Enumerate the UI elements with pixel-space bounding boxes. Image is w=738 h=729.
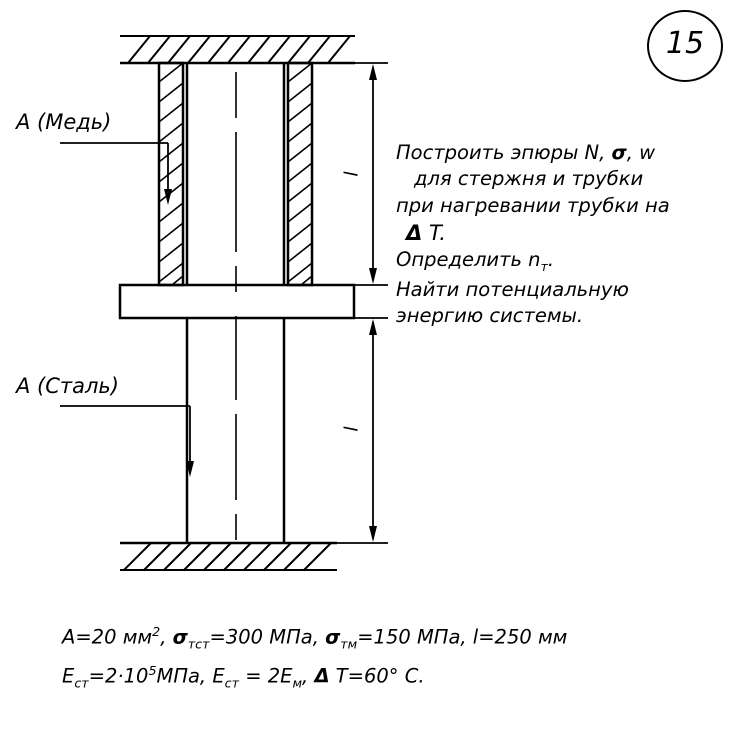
tube-wall-right-hatching [288,63,312,285]
task-line-5-sub: т [540,259,548,275]
given-sigma1-sub: тст [187,636,210,652]
leader-line-steel [60,406,194,477]
given-e2-sub2: м [292,675,303,691]
task-line-1-pre: Построить эпюры N, [396,141,612,164]
problem-number-badge [647,10,723,82]
given-data-block [62,625,567,703]
given-e2-tail: , [302,664,315,688]
given-area-tail: , [160,625,173,649]
middle-flange-plate [120,285,354,318]
task-line-1 [396,142,670,164]
label-area-copper: A (Медь) [16,110,112,134]
task-line-2: для стержня и трубки [414,167,644,191]
given-e1-sub: ст [74,675,89,691]
given-area-sup: 2 [152,624,161,639]
given-line-1 [62,625,567,652]
bottom-support-hatching [120,543,337,570]
given-sigma1-val: =300 МПа, [209,625,326,649]
task-line-5-post: . [547,248,555,272]
label-area-steel: A (Сталь) [16,374,119,398]
sigma-symbol: σ [611,141,627,164]
task-line-1-post: , w [626,141,656,164]
given-line-2 [62,664,567,691]
task-line-7: энергию системы. [396,304,584,328]
given-e2-sub: ст [224,675,240,691]
delta-symbol: Δ [406,221,423,246]
delta-symbol-temp: Δ [314,664,330,688]
given-length: l=250 мм [472,625,568,649]
task-line-6: Найти потенциальную [396,277,629,301]
task-text-block [396,142,670,332]
task-line-3: при нагревании трубки на [396,193,670,217]
given-sigma2-sub: тм [340,636,358,652]
given-delta-val: T=60° C. [329,664,425,688]
given-e1-val-pre: =2·10 [88,664,149,688]
task-line-5 [396,249,670,274]
task-line-5-pre: Определить n [396,248,541,272]
given-e2-sym: E [212,664,225,688]
problem-number: 15 [665,26,705,61]
leader-line-copper [60,143,172,205]
tube-wall-left-hatching [159,63,183,285]
given-sigma2-val: =150 МПа, [357,625,473,649]
top-support-hatching [120,36,355,63]
given-e1-sup: 5 [148,662,157,678]
given-area-label: A=20 мм [62,625,153,649]
task-line-4-rest: T. [422,221,446,246]
sigma-symbol-yield-copper: σ [325,625,341,649]
given-e1-sym: E [62,664,75,688]
given-e1-val-post: МПа, [156,664,213,688]
dimension-lines [337,63,388,543]
task-line-4 [396,221,670,245]
length-label-upper: l [340,171,363,177]
sigma-symbol-yield-steel: σ [172,625,188,649]
length-label-lower: l [340,426,363,432]
given-e2-val: = 2E [239,664,293,688]
